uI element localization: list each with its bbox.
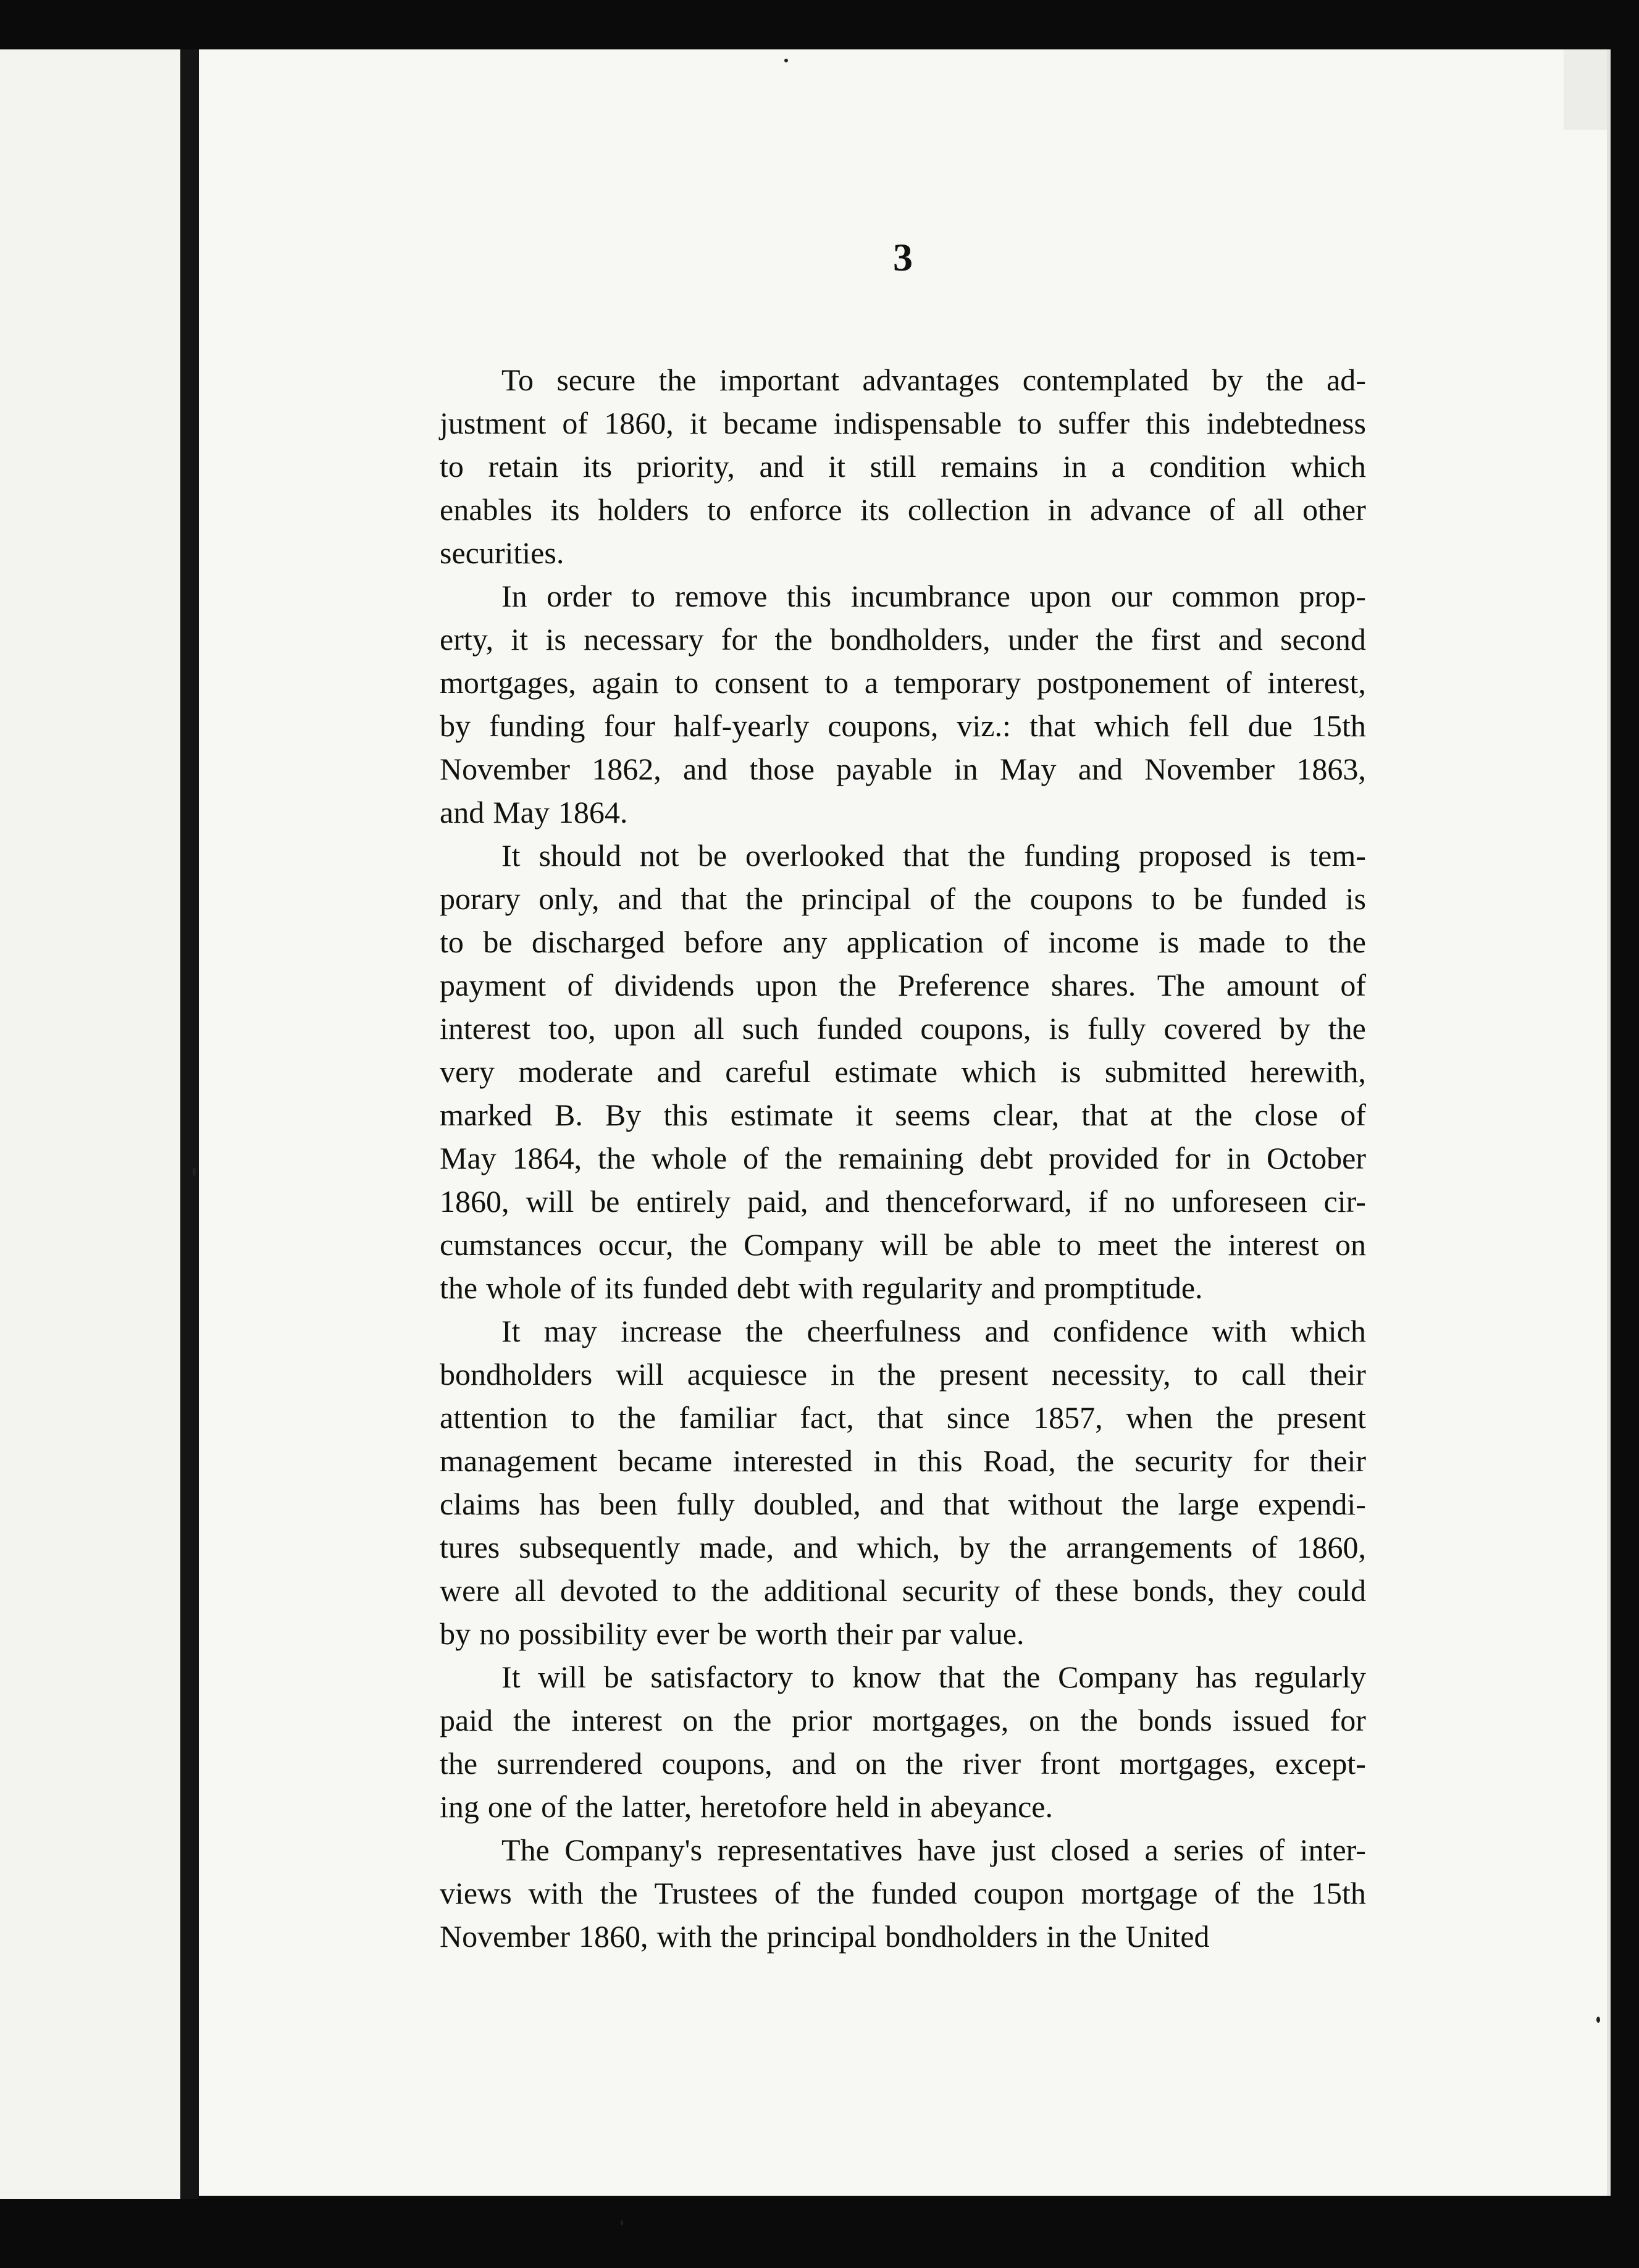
text-line: It may increase the cheerfulness and confidence with which (501, 1314, 1366, 1348)
page-corner (1564, 49, 1607, 130)
text-line: to retain its priority, and it still remains in a condition which (440, 449, 1366, 484)
text-line: attention to the familiar fact, that since 1857, when the present (440, 1400, 1366, 1435)
text-line: porary only, and that the principal of the coupons to be funded is (440, 881, 1366, 916)
text-line: It will be satisfactory to know that the Company has regularly (501, 1660, 1366, 1694)
text-line: were all devoted to the additional security of these bonds, they could (440, 1573, 1366, 1608)
text-line: justment of 1860, it became indispensable to suffer this indebtedness (440, 406, 1366, 440)
text-line: enables its holders to enforce its collection in advance of all other (440, 492, 1366, 527)
text-line: It should not be overlooked that the funding proposed is tem- (501, 838, 1366, 873)
text-line: In order to remove this incumbrance upon our common prop- (501, 579, 1366, 613)
book-gutter (180, 49, 199, 2199)
text-line: the whole of its funded debt with regularity and promptitude. (440, 1270, 1203, 1305)
text-line: November 1862, and those payable in May and November 1863, (440, 752, 1366, 786)
paragraph (440, 1309, 1366, 1655)
text-line: claims has been fully doubled, and that without the large expendi- (440, 1487, 1366, 1521)
scan-speck (784, 59, 788, 62)
text-line: mortgages, again to consent to a temporary postponement of interest, (440, 665, 1366, 700)
paragraph (440, 574, 1366, 834)
text-line: tures subsequently made, and which, by the arrangements of 1860, (440, 1530, 1366, 1564)
text-line: November 1860, with the principal bondholders in the United (440, 1919, 1210, 1954)
text-line: the surrendered coupons, and on the river front mortgages, except- (440, 1746, 1366, 1781)
page-number: 3 (893, 235, 913, 279)
text-line: views with the Trustees of the funded coupon mortgage of the 15th (440, 1876, 1366, 1910)
text-line: very moderate and careful estimate which is submitted herewith, (440, 1054, 1366, 1089)
text-line: and May 1864. (440, 795, 628, 830)
text-line: May 1864, the whole of the remaining debt provided for in October (440, 1141, 1366, 1175)
text-line: securities. (440, 536, 564, 570)
text-line: to be discharged before any application of income is made to the (440, 925, 1366, 959)
paragraph (440, 834, 1366, 1309)
text-line: 1860, will be entirely paid, and thenceforward, if no unforeseen cir- (440, 1184, 1366, 1219)
text-line: payment of dividends upon the Preference shares. The amount of (440, 968, 1366, 1002)
body-text (440, 358, 1366, 1958)
text-line: management became interested in this Road, the security for their (440, 1443, 1366, 1478)
text-line: ing one of the latter, heretofore held in abeyance. (440, 1789, 1053, 1824)
text-line: cumstances occur, the Company will be able to meet the interest on (440, 1227, 1366, 1262)
scan-speck (1596, 2017, 1600, 2023)
text-line: The Company's representatives have just closed a series of inter- (501, 1833, 1366, 1867)
text-line: by funding four half-yearly coupons, viz.: that which fell due 15th (440, 708, 1366, 743)
scan-speck (193, 1167, 196, 1176)
text-line: interest too, upon all such funded coupons, is fully covered by the (440, 1011, 1366, 1046)
text-line: erty, it is necessary for the bondholders, under the first and second (440, 622, 1366, 657)
text-line: To secure the important advantages contemplated by the ad- (501, 363, 1366, 397)
paragraph (440, 1828, 1366, 1958)
paragraph (440, 358, 1366, 574)
facing-page-edge (0, 49, 180, 2199)
text-line: marked B. By this estimate it seems clear, that at the close of (440, 1098, 1366, 1132)
text-line: bondholders will acquiesce in the present necessity, to call their (440, 1357, 1366, 1392)
text-line: by no possibility ever be worth their par value. (440, 1616, 1025, 1651)
document-page (199, 49, 1611, 2196)
paragraph (440, 1655, 1366, 1828)
scan-speck (621, 2220, 623, 2225)
text-line: paid the interest on the prior mortgages, on the bonds issued for (440, 1703, 1366, 1737)
